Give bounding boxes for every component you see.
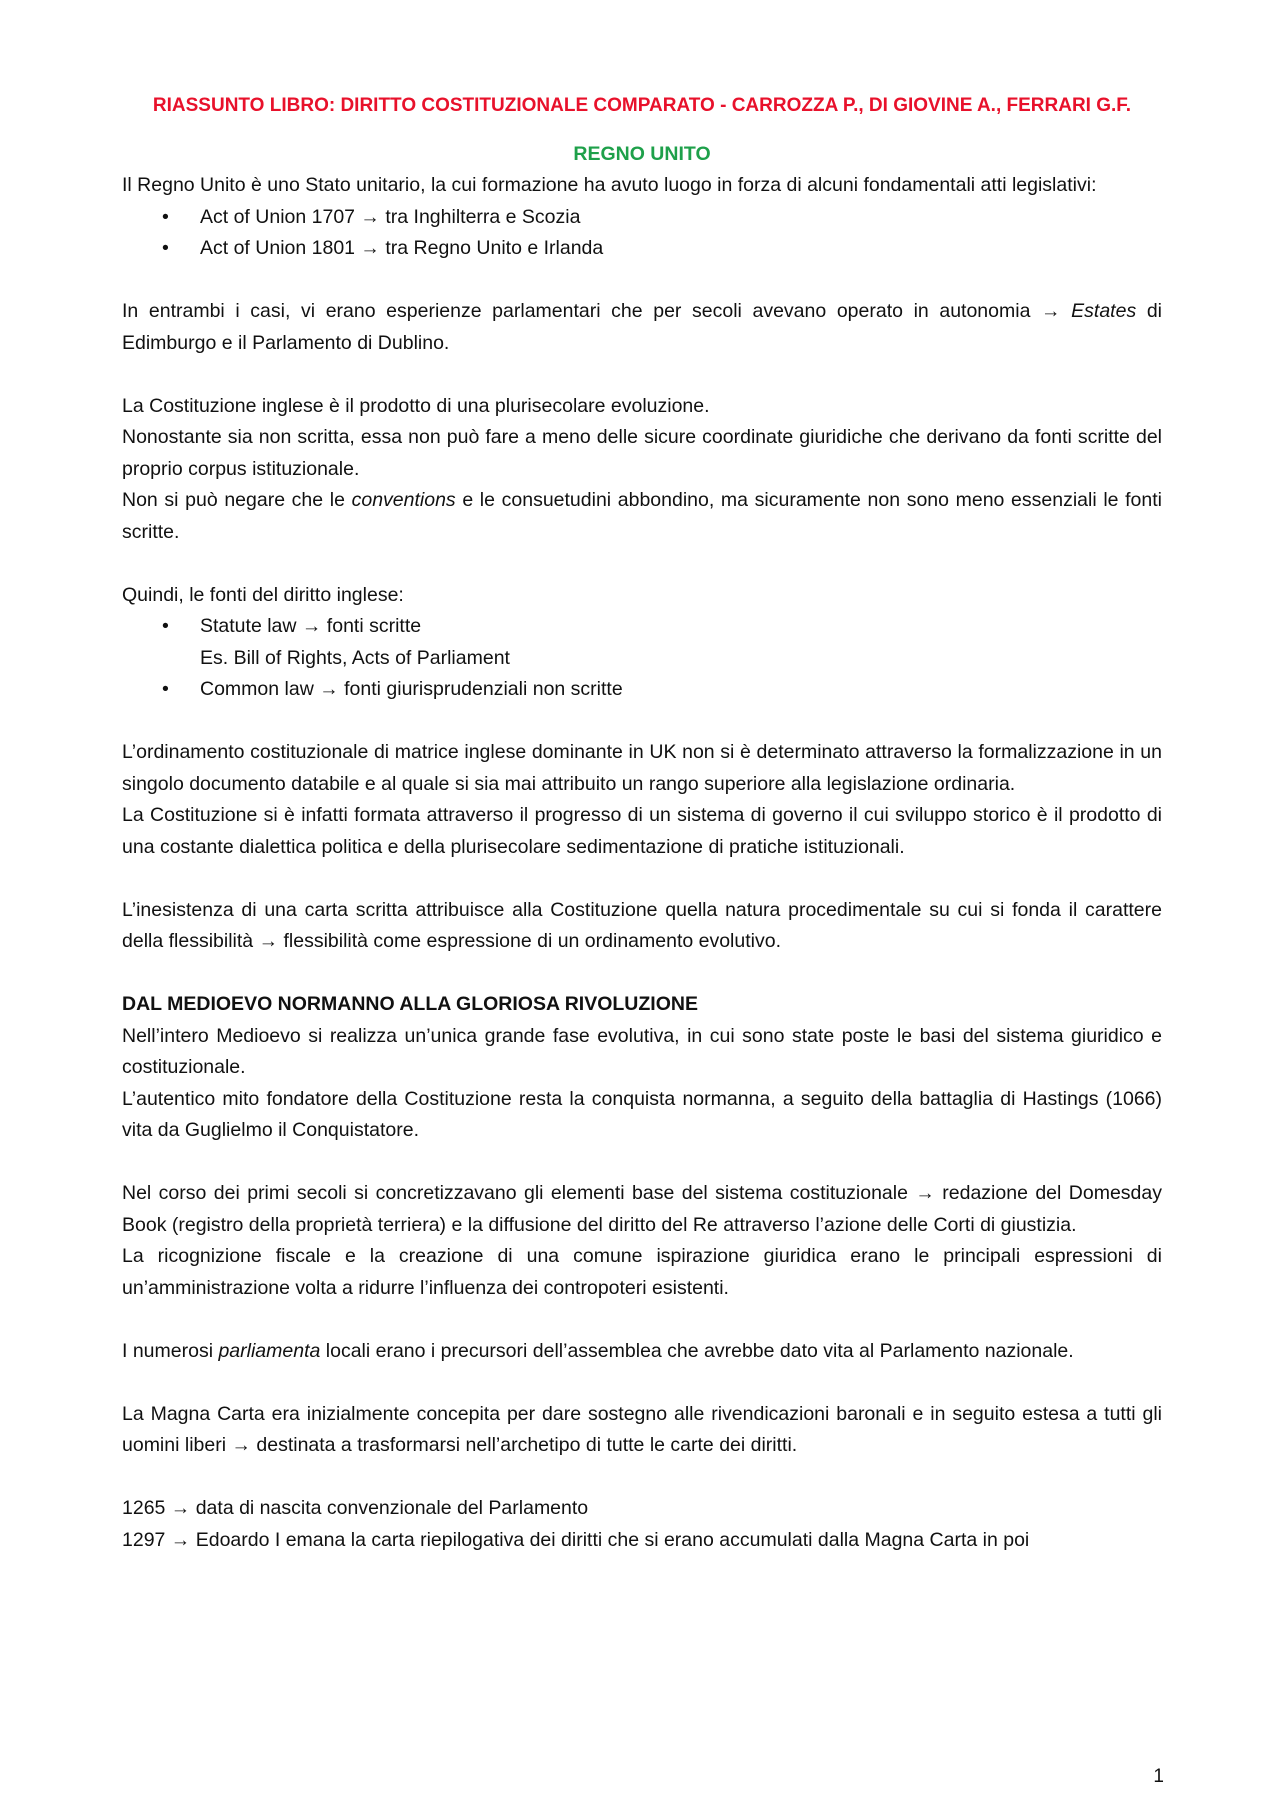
paragraph: L’autentico mito fondatore della Costituzione resta la conquista normanna, a seguito della battaglia di Hastings (1066) vita da Guglielmo il Conquistatore. xyxy=(122,1087,1162,1141)
section-title: REGNO UNITO xyxy=(573,142,711,165)
paragraph: I numerosi parliamenta locali erano i precursori dell’assemblea che avrebbe dato vita al Parlamento nazionale. xyxy=(122,1339,1074,1362)
paragraph: Nonostante sia non scritta, essa non può fare a meno delle sicure coordinate giuridiche che derivano da fonti scritte del proprio corpus istituzionale. xyxy=(122,426,1162,480)
paragraph: La ricognizione fiscale e la creazione di una comune ispirazione giuridica erano le principali espressioni di un’amministrazione volta a ridurre l’influenza dei contropoteri esistenti. xyxy=(122,1245,1162,1299)
bullet-icon: • xyxy=(162,237,169,259)
paragraph: L’inesistenza di una carta scritta attribuisce alla Costituzione quella natura procedimentale su cui si fonda il carattere della flessibilità → flessibilità come espressione di un ordinamento evolutivo. xyxy=(122,898,1162,952)
list-item: • Common law → fonti giurisprudenziali non scritte xyxy=(122,674,1162,706)
bullet-icon: • xyxy=(162,615,169,637)
document-page xyxy=(122,90,1162,1556)
paragraph: Il Regno Unito è uno Stato unitario, la cui formazione ha avuto luogo in forza di alcuni fondamentali atti legislativi: xyxy=(122,174,1097,196)
paragraph: Quindi, le fonti del diritto inglese: xyxy=(122,583,404,606)
paragraph: In entrambi i casi, vi erano esperienze parlamentari che per secoli avevano operato in autonomia → Estates di Edimburgo e il Parlamento di Dublino. xyxy=(122,300,1162,354)
paragraph: Nell’intero Medioevo si realizza un’unica grande fase evolutiva, in cui sono state poste le basi del sistema giuridico e costituzionale. xyxy=(122,1024,1162,1078)
bullet-icon: • xyxy=(162,678,169,700)
list-item-note: Es. Bill of Rights, Acts of Parliament xyxy=(200,646,510,669)
section-heading: DAL MEDIOEVO NORMANNO ALLA GLORIOSA RIVOLUZIONE xyxy=(122,993,698,1015)
list-item: • Statute law → fonti scritte xyxy=(122,611,1162,643)
paragraph: La Costituzione si è infatti formata attraverso il progresso di un sistema di governo il cui sviluppo storico è il prodotto di una costante dialettica politica e della plurisecolare sedimentazione di pratiche istituzionali. xyxy=(122,804,1162,858)
paragraph: La Magna Carta era inizialmente concepita per dare sostegno alle rivendicazioni baronali e in seguito estesa a tutti gli uomini liberi → destinata a trasformarsi nell’archetipo di tutte le carte dei diritti. xyxy=(122,1402,1162,1456)
sources-list xyxy=(122,611,1162,643)
sources-list-2 xyxy=(122,674,1162,706)
page-number: 1 xyxy=(1153,1766,1164,1787)
document-title: RIASSUNTO LIBRO: DIRITTO COSTITUZIONALE COMPARATO - CARROZZA P., DI GIOVINE A., FERRARI G.F. xyxy=(152,95,1132,116)
list-item: • Act of Union 1707 → tra Inghilterra e Scozia xyxy=(122,202,1162,234)
paragraph: La Costituzione inglese è il prodotto di una plurisecolare evoluzione. xyxy=(122,394,710,417)
union-acts-list xyxy=(122,202,1162,265)
paragraph: Nel corso dei primi secoli si concretizzavano gli elementi base del sistema costituzionale → redazione del Domesday Book (registro della proprietà terriera) e la diffusione del diritto del Re attraverso l’azione delle Corti di giustizia. xyxy=(122,1182,1162,1236)
paragraph: Non si può negare che le conventions e le consuetudini abbondino, ma sicuramente non sono meno essenziali le fonti scritte. xyxy=(122,489,1162,543)
paragraph: L’ordinamento costituzionale di matrice inglese dominante in UK non si è determinato attraverso la formalizzazione in un singolo documento databile e al quale si sia mai attribuito un rango superiore alla legislazione ordinaria. xyxy=(122,741,1162,795)
paragraph: 1265 → data di nascita convenzionale del Parlamento xyxy=(122,1497,589,1519)
bullet-icon: • xyxy=(162,205,169,228)
list-item: • Act of Union 1801 → tra Regno Unito e Irlanda xyxy=(122,233,1162,265)
paragraph: 1297 → Edoardo I emana la carta riepilogativa dei diritti che si erano accumulati dalla Magna Carta in poi xyxy=(122,1528,1030,1551)
